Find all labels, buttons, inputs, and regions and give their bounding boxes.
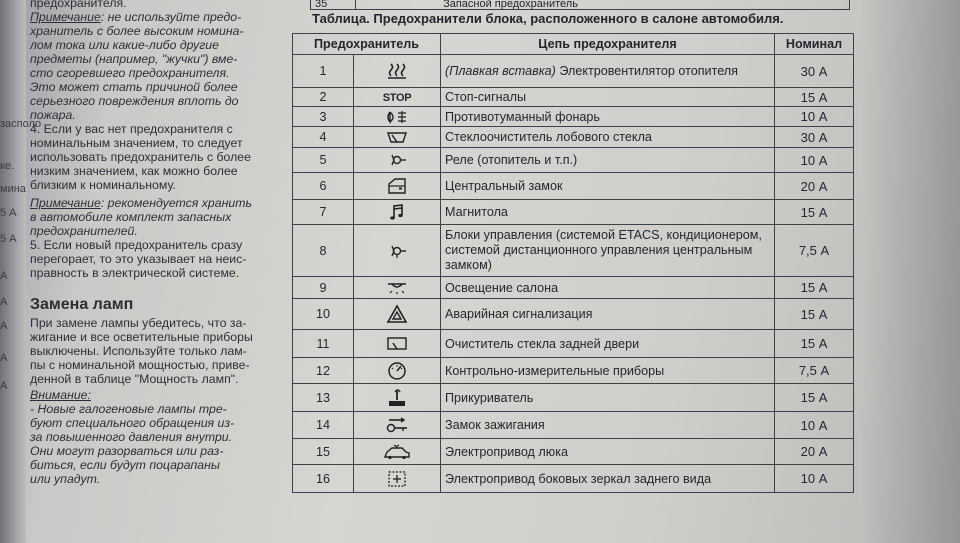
fuse-rating: 10 А (775, 148, 854, 173)
previous-page-edge (0, 0, 42, 543)
fuse-rating: 15 А (775, 277, 854, 299)
text-line: денной в таблице "Мощность ламп". (30, 372, 239, 386)
text-line: пы с номинальной мощностью, приве- (30, 358, 250, 372)
rear-fog-lamp-icon (354, 107, 441, 127)
text-line: предметы (например, "жучки") вме- (30, 52, 238, 66)
text-line: серьезного повреждения вплоть до (30, 94, 239, 108)
fuse-rating: 15 А (775, 384, 854, 412)
interior-light-icon (354, 277, 441, 299)
table-row (293, 88, 854, 107)
table-area (288, 0, 960, 543)
table-row (293, 330, 854, 358)
table-row (293, 439, 854, 465)
table-row (293, 225, 854, 277)
text-line: близким к номинальному. (30, 178, 176, 192)
text-line: номинальным значением, то следует (30, 136, 243, 150)
fuse-circuit: Магнитола (441, 200, 775, 225)
item-5-paragraph (30, 238, 292, 280)
cigarette-lighter-icon (354, 384, 441, 412)
fuse-circuit: Противотуманный фонарь (441, 107, 775, 127)
ignition-key-icon (354, 412, 441, 439)
text-line: использовать предохранитель с более (30, 150, 251, 164)
text-line: 5. Если новый предохранитель сразу (30, 238, 243, 252)
text-line: пожара. (30, 108, 76, 122)
note-label: Примечание (30, 196, 101, 210)
fuse-rating: 20 А (775, 173, 854, 200)
fuse-number: 7 (293, 200, 354, 225)
rear-wiper-icon (354, 330, 441, 358)
edge-text: ке. (0, 160, 15, 172)
fuse-circuit: Электропривод боковых зеркал заднего вида (441, 465, 775, 493)
fuse-number: 16 (293, 465, 354, 493)
fuse-number: 3 (293, 107, 354, 127)
fuse-rating: 7,5 А (775, 225, 854, 277)
fuse-circuit: Блоки управления (системой ETACS, кондиционером, системой дистанционного управления центральным замком) (441, 225, 775, 277)
fuse-circuit (441, 55, 775, 88)
circuit-text: Электровентилятор отопителя (555, 64, 738, 78)
section-heading: Замена ламп (30, 296, 134, 313)
table-header-row (293, 34, 854, 55)
fuse-rating: 10 А (775, 465, 854, 493)
left-text-column (30, 0, 292, 543)
control-unit-icon (354, 225, 441, 277)
text-line: или упадут. (30, 472, 101, 486)
fuse-number: 9 (293, 277, 354, 299)
table-row (293, 299, 854, 330)
fuse-circuit: Контрольно-измерительные приборы (441, 358, 775, 384)
fuse-number: 14 (293, 412, 354, 439)
previous-table-remnant (310, 0, 850, 10)
fuse-rating: 15 А (775, 200, 854, 225)
fuse-circuit: Аварийная сигнализация (441, 299, 775, 330)
door-lock-icon (354, 173, 441, 200)
table-row (293, 173, 854, 200)
note-paragraph (30, 10, 292, 122)
table-row (293, 200, 854, 225)
attention-paragraph (30, 388, 292, 486)
fuse-circuit: Центральный замок (441, 173, 775, 200)
text-line: Они могут разорваться или раз- (30, 444, 224, 458)
fuse-rating: 30 А (775, 55, 854, 88)
table-row (293, 277, 854, 299)
text-line: в автомобиле комплект запасных (30, 210, 232, 224)
table-row (293, 127, 854, 148)
remnant-text: Запасной предохранитель (443, 0, 578, 10)
lamp-paragraph (30, 316, 292, 386)
hazard-triangle-icon (354, 299, 441, 330)
rear-defrost-icon (354, 55, 441, 88)
fuse-rating: 30 А (775, 127, 854, 148)
fuse-circuit: Освещение салона (441, 277, 775, 299)
text-line: хранитель с более высоким номина- (30, 24, 244, 38)
fuse-rating: 15 А (775, 88, 854, 107)
edge-text: А (0, 320, 8, 332)
fuse-circuit: Реле (отопитель и т.п.) (441, 148, 775, 173)
table-row (293, 465, 854, 493)
gauge-icon (354, 358, 441, 384)
text-line: правность в электрической системе. (30, 266, 240, 280)
fuse-number: 6 (293, 173, 354, 200)
table-row (293, 384, 854, 412)
fuse-rating: 15 А (775, 330, 854, 358)
text-line: лом тока или какие-либо другие (30, 38, 219, 52)
edge-text: 5 А (0, 207, 17, 219)
fuse-table (292, 33, 854, 493)
edge-text: А (0, 270, 8, 282)
fuse-number: 10 (293, 299, 354, 330)
text-line: буют специального обращения из- (30, 416, 235, 430)
header-circuit: Цепь предохранителя (441, 34, 775, 55)
fuse-circuit: Стоп-сигналы (441, 88, 775, 107)
fuse-rating: 15 А (775, 299, 854, 330)
stop-icon (354, 88, 441, 107)
attention-label: Внимание: (30, 388, 91, 402)
fuse-circuit: Замок зажигания (441, 412, 775, 439)
circuit-note: (Плавкая вставка) (445, 64, 556, 78)
note-paragraph (30, 196, 292, 238)
text-line: за повышенного давления внутри. (30, 430, 233, 444)
text-line: Это может стать причиной более (30, 80, 238, 94)
text-line: жигание и все осветительные приборы (30, 330, 253, 344)
table-row (293, 148, 854, 173)
edge-text: 5 А (0, 233, 17, 245)
table-row (293, 412, 854, 439)
text-line: сто сгоревшего предохранителя. (30, 66, 230, 80)
text-line: биться, если будут поцарапаны (30, 458, 220, 472)
note-label: Примечание (30, 10, 101, 24)
table-row (293, 107, 854, 127)
fuse-rating: 20 А (775, 439, 854, 465)
fuse-circuit: Стеклоочиститель лобового стекла (441, 127, 775, 148)
table-row (293, 55, 854, 88)
fuse-number: 2 (293, 88, 354, 107)
table-title: Таблица. Предохранители блока, расположенного в салоне автомобиля. (312, 11, 784, 26)
text-line: : не используйте предо- (100, 10, 242, 24)
text-line: выключены. Используйте только лам- (30, 344, 247, 358)
text-line: предохранителя. (30, 0, 127, 10)
fuse-number: 5 (293, 148, 354, 173)
remnant-num: 35 (311, 0, 356, 9)
windshield-wiper-icon (354, 127, 441, 148)
fuse-rating: 7,5 А (775, 358, 854, 384)
text-line: низким значением, как можно более (30, 164, 238, 178)
fuse-rating: 10 А (775, 412, 854, 439)
fuse-rating: 10 А (775, 107, 854, 127)
text-line: предохранителей. (30, 224, 138, 238)
text-line: - Новые галогеновые лампы тре- (30, 402, 227, 416)
music-note-icon (354, 200, 441, 225)
text-line: При замене лампы убедитесь, что за- (30, 316, 247, 330)
edge-text: А (0, 352, 8, 364)
relay-icon (354, 148, 441, 173)
fuse-number: 8 (293, 225, 354, 277)
edge-text: засполо (0, 118, 42, 130)
fuse-number: 11 (293, 330, 354, 358)
fuse-number: 13 (293, 384, 354, 412)
fuse-circuit: Очиститель стекла задней двери (441, 330, 775, 358)
mirror-adjust-icon (354, 465, 441, 493)
text-line: : рекомендуется хранить (100, 196, 252, 210)
text-line: 4. Если у вас нет предохранителя с (30, 122, 233, 136)
sunroof-icon (354, 439, 441, 465)
fuse-number: 4 (293, 127, 354, 148)
fuse-circuit: Прикуриватель (441, 384, 775, 412)
fuse-number: 1 (293, 55, 354, 88)
stop-label: STOP (382, 92, 412, 104)
edge-text: А (0, 296, 8, 308)
header-fuse: Предохранитель (293, 34, 441, 55)
item-4-paragraph (30, 122, 292, 192)
fuse-number: 12 (293, 358, 354, 384)
text-line: перегорает, то это указывает на неис- (30, 252, 247, 266)
fuse-number: 15 (293, 439, 354, 465)
table-row (293, 358, 854, 384)
fuse-circuit: Электропривод люка (441, 439, 775, 465)
header-rating: Номинал (775, 34, 854, 55)
edge-text: А (0, 380, 8, 392)
edge-text: мина (0, 183, 26, 195)
